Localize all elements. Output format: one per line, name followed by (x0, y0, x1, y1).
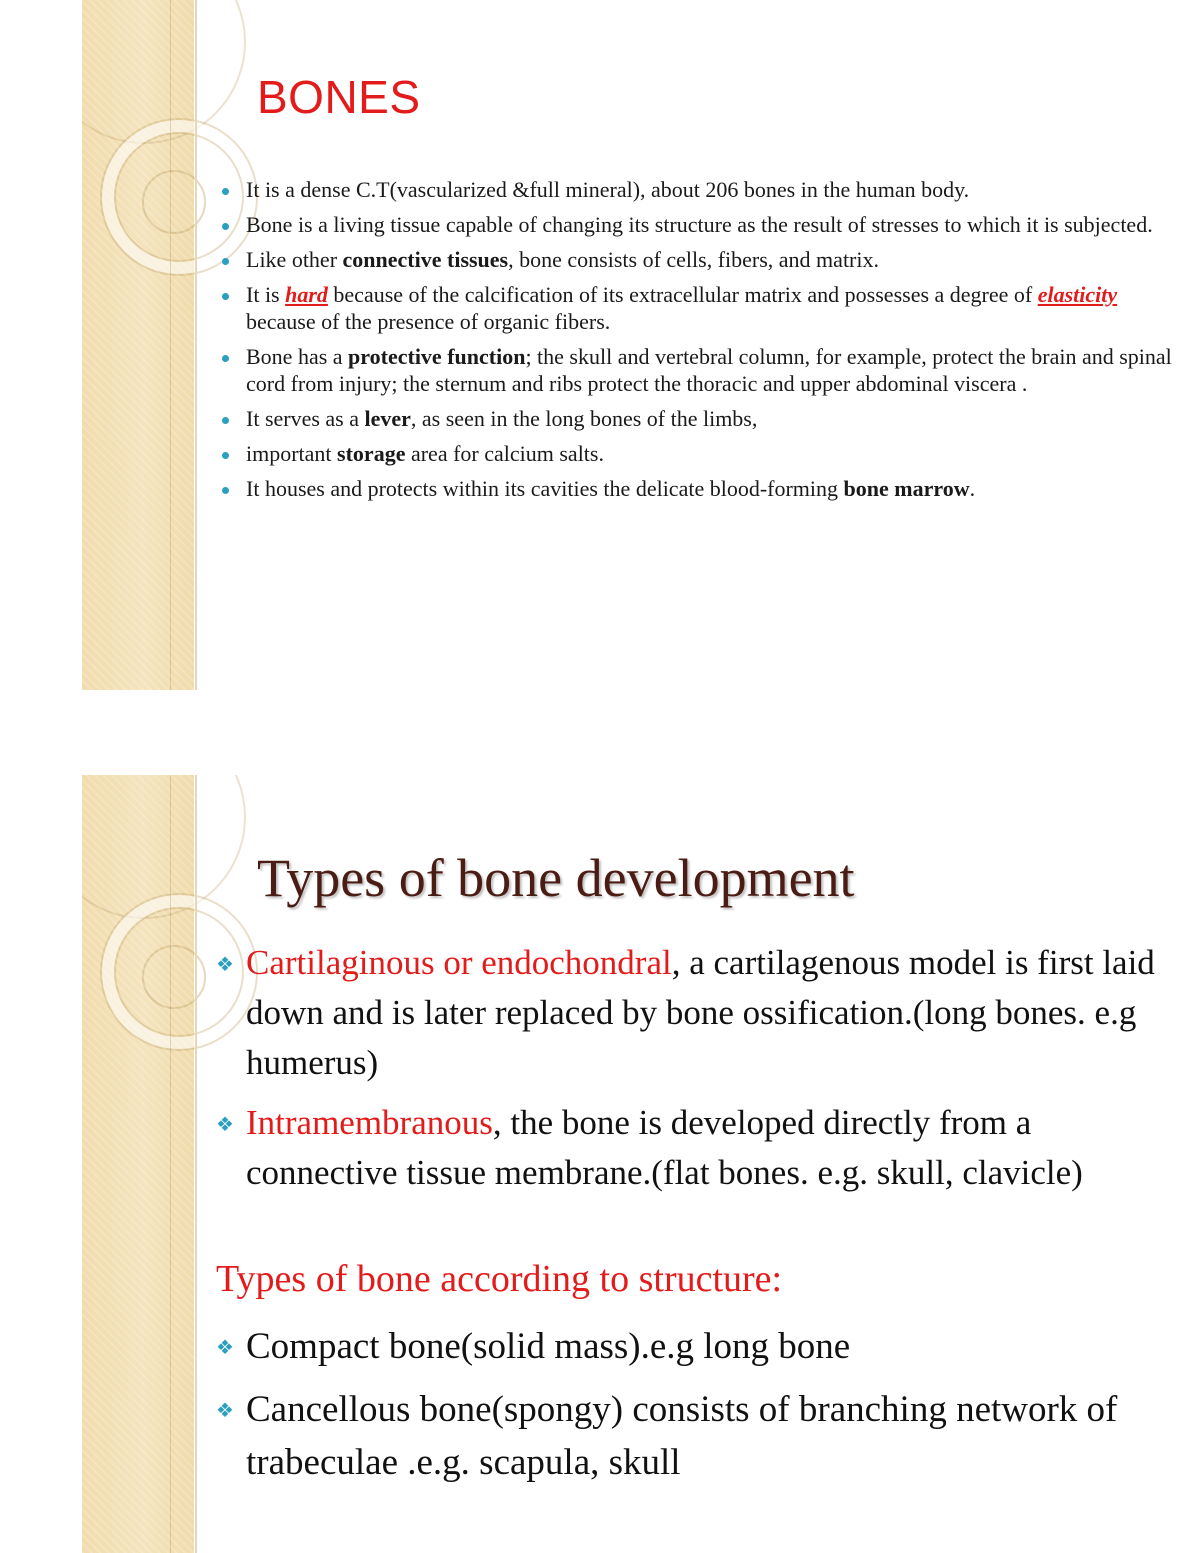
diamond-bullet-icon: ❖ (216, 1337, 234, 1359)
diamond-bullet-icon: ❖ (216, 1114, 234, 1136)
structure-heading: Types of bone according to structure: (216, 1258, 783, 1300)
slide-bone-development (82, 775, 1200, 1553)
list-item: It serves as a lever, as seen in the long bones of the limbs, (222, 405, 1172, 432)
list-item: important storage area for calcium salts. (222, 440, 1172, 467)
list-item: Bone is a living tissue capable of changing its structure as the result of stresses to which it is subjected. (222, 211, 1172, 238)
list-item: Bone has a protective function; the skull and vertebral column, for example, protect the brain and spinal cord from injury; the sternum and ribs protect the thoracic and upper abdominal viscera . (222, 343, 1172, 397)
decorative-ring-icon (82, 0, 246, 144)
structure-list (216, 1320, 1176, 1499)
list-item: ❖ Cartilaginous or endochondral, a cartilagenous model is first laid down and is later replaced by bone ossification.(long bones. e.g humerus) (216, 938, 1176, 1088)
list-item: It houses and protects within its cavities the delicate blood-forming bone marrow. (222, 475, 1172, 502)
list-item: ❖ Cancellous bone(spongy) consists of branching network of trabeculae .e.g. scapula, skull (216, 1383, 1176, 1489)
emphasis-hard: hard (285, 282, 328, 307)
list-item: It is hard because of the calcification of its extracellular matrix and possesses a degree of elasticity because of the presence of organic fibers. (222, 281, 1172, 335)
diamond-bullet-icon: ❖ (216, 1400, 234, 1422)
slide-title-bones: BONES (257, 71, 421, 123)
slide-title-development: Types of bone development (257, 848, 855, 908)
strip-line (170, 0, 171, 690)
list-item: Like other connective tissues, bone consists of cells, fibers, and matrix. (222, 246, 1172, 273)
list-item: ❖ Intramembranous, the bone is developed directly from a connective tissue membrane.(flat bones. e.g. skull, clavicle) (216, 1098, 1176, 1198)
decorative-strip (82, 775, 194, 1553)
list-item: It is a dense C.T(vascularized &full mineral), about 206 bones in the human body. (222, 176, 1172, 203)
list-item: ❖ Compact bone(solid mass).e.g long bone (216, 1320, 1176, 1373)
decorative-ring-icon (82, 775, 246, 919)
divider (195, 775, 197, 1553)
slide-bones (82, 0, 1200, 690)
decorative-strip (82, 0, 194, 690)
diamond-bullet-icon: ❖ (216, 954, 234, 976)
development-list (216, 938, 1176, 1208)
divider (195, 0, 197, 690)
strip-line (170, 775, 171, 1553)
bones-bullet-list (222, 176, 1172, 510)
emphasis-elasticity: elasticity (1037, 282, 1118, 307)
